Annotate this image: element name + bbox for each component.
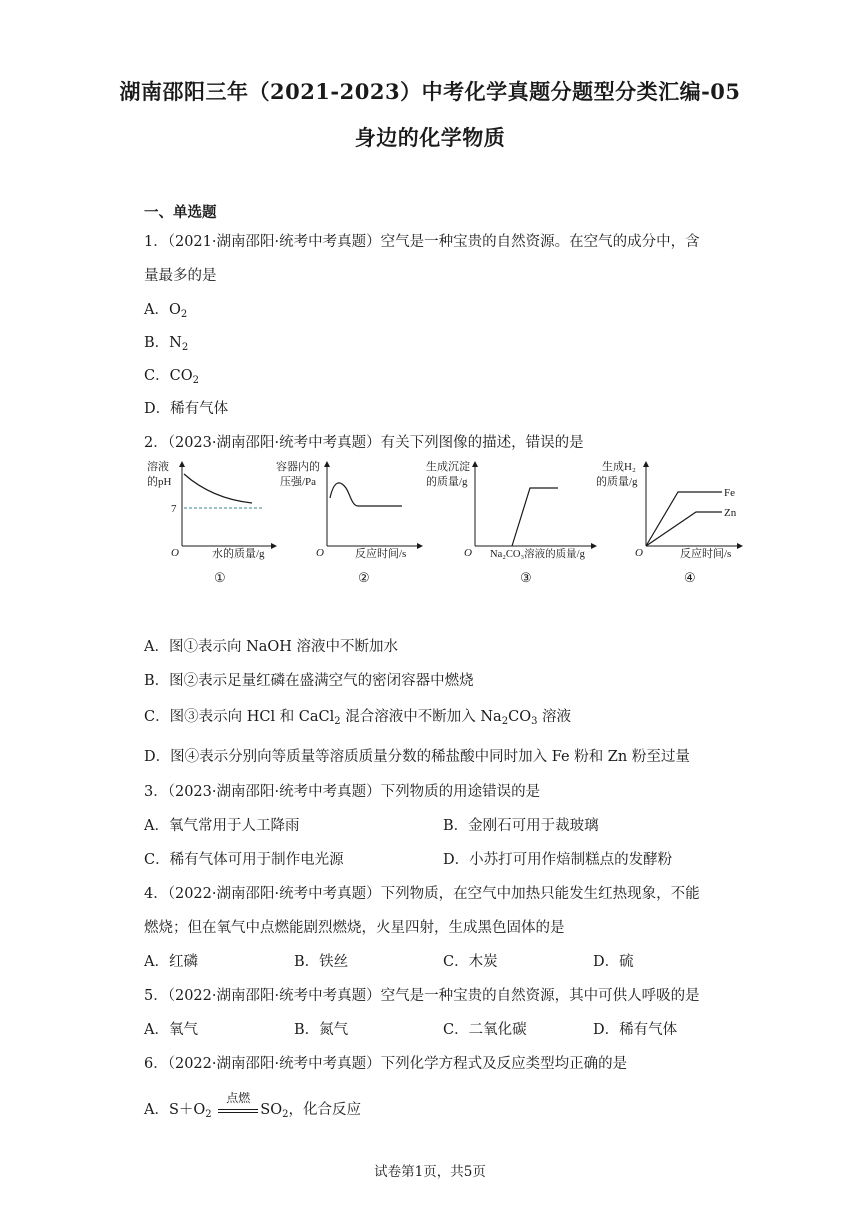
fig4-fe-label: Fe bbox=[724, 487, 735, 499]
q6-option-a: A．$S+O_2$ 点燃 $SO_2$，化合反应 bbox=[144, 1091, 361, 1120]
fig4-ylabel1: 生成H₂ bbox=[602, 461, 636, 473]
q6-stem: 6．（2022·湖南邵阳·统考中考真题）下列化学方程式及反应类型均正确的是 bbox=[144, 1056, 628, 1072]
fig3-ylabel1: 生成沉淀 bbox=[426, 461, 470, 473]
fig2-xlabel: 反应时间/s bbox=[355, 548, 407, 560]
fig4-xlabel: 反应时间/s bbox=[680, 548, 732, 560]
fig3-xlabel: Na₂CO₃溶液的质量/g bbox=[490, 549, 585, 560]
q2-option-d: D．图④表示分别向等质量等溶质质量分数的稀盐酸中同时加入 Fe 粉和 Zn 粉至过量 bbox=[144, 749, 690, 765]
fig1-xlabel: 水的质量/g bbox=[212, 548, 265, 560]
fig3-num: ③ bbox=[520, 570, 532, 585]
figure-4 bbox=[596, 460, 740, 585]
fig4-ylabel2: 的质量/g bbox=[596, 476, 638, 488]
q3-option-d: D．小苏打可用作焙制糕点的发酵粉 bbox=[443, 852, 673, 868]
q1-option-d: D．稀有气体 bbox=[144, 401, 229, 417]
q2-option-a: A．图①表示向 NaOH 溶液中不断加水 bbox=[144, 639, 399, 655]
q3-option-b: B．金刚石可用于裁玻璃 bbox=[443, 818, 599, 834]
fig1-origin: O bbox=[171, 547, 179, 559]
page-title-line2: 身边的化学物质 bbox=[354, 125, 506, 150]
fig3-origin: O bbox=[464, 547, 472, 559]
q4-option-a: A．红磷 bbox=[144, 954, 198, 970]
q2-stem: 2．（2023·湖南邵阳·统考中考真题）有关下列图像的描述，错误的是 bbox=[144, 435, 584, 451]
fig4-num: ④ bbox=[684, 570, 696, 585]
fig1-num: ① bbox=[214, 570, 226, 585]
q4-option-d: D．硫 bbox=[593, 954, 634, 970]
q3-option-c: C．稀有气体可用于制作电光源 bbox=[144, 852, 344, 868]
fig2-ylabel2: 压强/Pa bbox=[280, 476, 317, 488]
fig3-ylabel2: 的质量/g bbox=[426, 476, 468, 488]
fig4-zn-label: Zn bbox=[724, 507, 737, 519]
fig4-origin: O bbox=[635, 547, 643, 559]
figure-3 bbox=[426, 460, 594, 585]
fig2-origin: O bbox=[316, 547, 324, 559]
q1-option-a: A．$O_2$ bbox=[144, 302, 188, 320]
fig2-num: ② bbox=[358, 570, 370, 585]
q1-stem-line1: 1．（2021·湖南邵阳·统考中考真题）空气是一种宝贵的自然资源。在空气的成分中，含 bbox=[144, 234, 700, 250]
reaction-condition-arrow: 点燃 bbox=[216, 1100, 260, 1120]
q3-stem: 3．（2023·湖南邵阳·统考中考真题）下列物质的用途错误的是 bbox=[144, 784, 541, 800]
q1-option-c: C．$CO_2$ bbox=[144, 368, 199, 386]
q4-option-c: C．木炭 bbox=[443, 954, 498, 970]
figure-2 bbox=[276, 460, 420, 585]
q5-stem: 5．（2022·湖南邵阳·统考中考真题）空气是一种宝贵的自然资源，其中可供人呼吸的是 bbox=[144, 988, 700, 1004]
fig1-ylabel2: 的pH bbox=[147, 476, 172, 488]
q4-stem-line2: 燃烧；但在氧气中点燃能剧烈燃烧，火星四射，生成黑色固体的是 bbox=[144, 920, 565, 936]
fig1-ylabel1: 溶液 bbox=[147, 461, 169, 473]
q5-option-b: B．氮气 bbox=[294, 1022, 349, 1038]
q5-option-c: C．二氧化碳 bbox=[443, 1022, 527, 1038]
page-footer: 试卷第1页，共5页 bbox=[374, 1164, 486, 1180]
q2-figures bbox=[144, 460, 744, 590]
q1-option-b: B．$N_2$ bbox=[144, 335, 189, 353]
page-title-line1: 湖南邵阳三年（2021-2023）中考化学真题分题型分类汇编-05 bbox=[119, 79, 741, 104]
section-heading: 一、单选题 bbox=[144, 204, 217, 221]
q1-stem-line2: 量最多的是 bbox=[144, 268, 217, 284]
q5-option-a: A．氧气 bbox=[144, 1022, 198, 1038]
q4-option-b: B．铁丝 bbox=[294, 954, 349, 970]
q5-option-d: D．稀有气体 bbox=[593, 1022, 678, 1038]
fig1-seven: 7 bbox=[171, 503, 177, 515]
q4-stem-line1: 4．（2022·湖南邵阳·统考中考真题）下列物质，在空气中加热只能发生红热现象，不能 bbox=[144, 886, 700, 902]
fig2-ylabel1: 容器内的 bbox=[276, 461, 320, 473]
q3-option-a: A．氧气常用于人工降雨 bbox=[144, 818, 300, 834]
q2-option-c: C．图③表示向 HCl 和 CaCl$_2$ 混合溶液中不断加入 $Na_2CO_3$ 溶液 bbox=[144, 709, 572, 727]
q2-option-b: B．图②表示足量红磷在盛满空气的密闭容器中燃烧 bbox=[144, 673, 474, 689]
figure-1 bbox=[147, 460, 274, 585]
